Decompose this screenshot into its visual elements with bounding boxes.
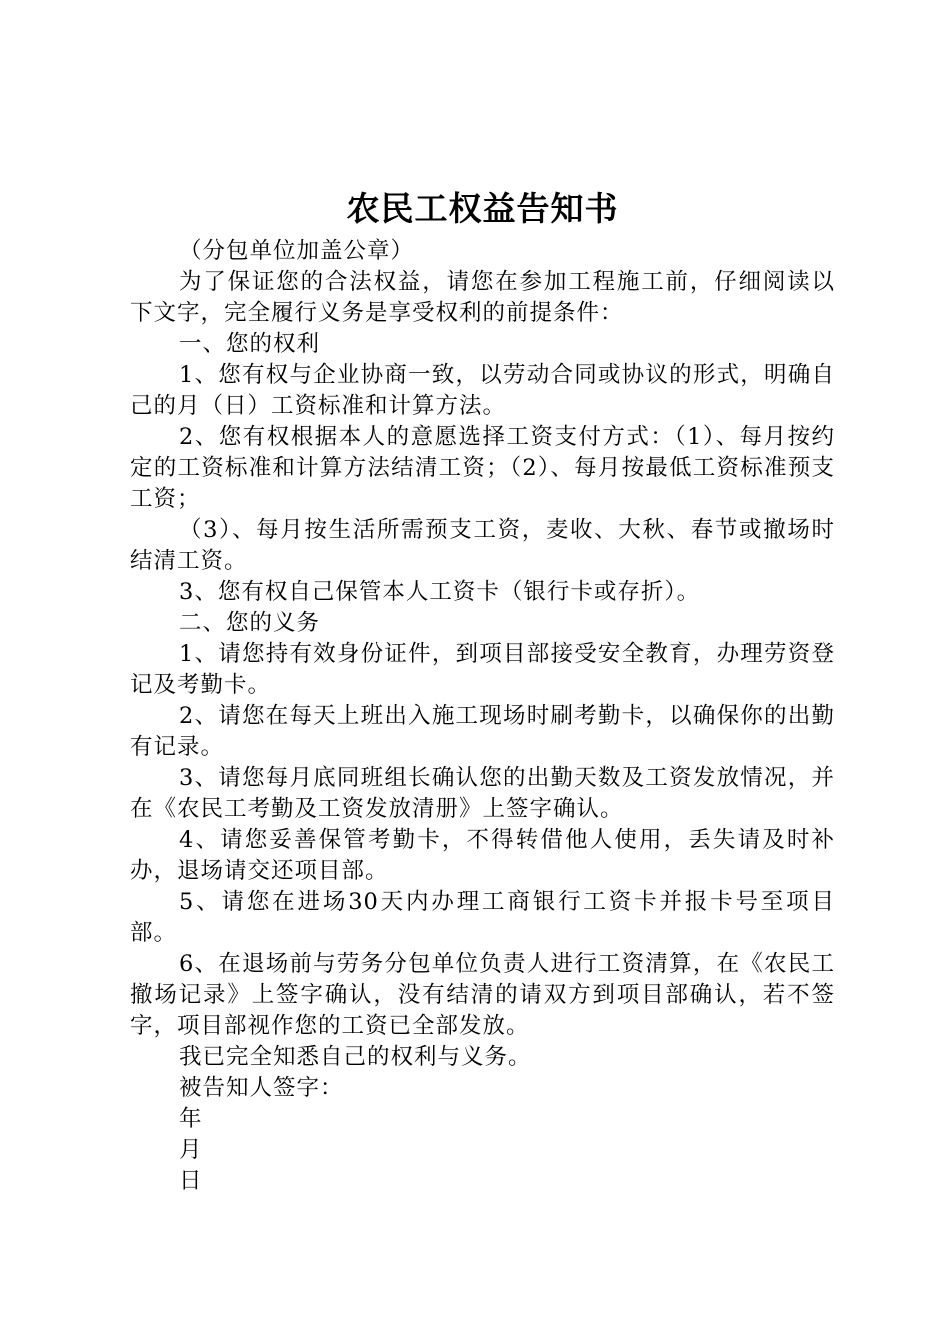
rights-item-2: 2、您有权根据本人的意愿选择工资支付方式：（1）、每月按约定的工资标准和计算方法结清工资；（2）、每月按最低工资标准预支工资； bbox=[130, 424, 835, 512]
stamp-note: （分包单位加盖公章） bbox=[179, 238, 415, 264]
duties-item-6: 6、在退场前与劳务分包单位负责人进行工资清算，在《农民工撤场记录》上签字确认，没有结清的请双方到项目部确认，若不签字，项目部视作您的工资已全部发放。 bbox=[130, 951, 835, 1039]
rights-item-3: 3、您有权自己保管本人工资卡（银行卡或存折）。 bbox=[179, 579, 701, 605]
rights-item-1: 1、您有权与企业协商一致，以劳动合同或协议的形式，明确自己的月（日）工资标准和计算方法。 bbox=[130, 362, 835, 419]
date-day: 日 bbox=[179, 1168, 202, 1194]
rights-item-2-continued: （3）、每月按生活所需预支工资，麦收、大秋、春节或撤场时结清工资。 bbox=[130, 517, 835, 574]
date-year: 年 bbox=[179, 1106, 202, 1132]
intro-paragraph: 为了保证您的合法权益，请您在参加工程施工前，仔细阅读以下文字，完全履行义务是享受权利的前提条件： bbox=[130, 269, 835, 326]
duties-item-4: 4、请您妥善保管考勤卡，不得转借他人使用，丢失请及时补办，退场请交还项目部。 bbox=[130, 827, 835, 884]
signature-label: 被告知人签字： bbox=[179, 1075, 344, 1101]
duties-item-2: 2、请您在每天上班出入施工现场时刷考勤卡，以确保你的出勤有记录。 bbox=[130, 703, 835, 760]
document-title: 农民工权益告知书 bbox=[346, 189, 619, 228]
acknowledgement: 我已完全知悉自己的权利与义务。 bbox=[179, 1044, 532, 1070]
duties-item-1: 1、请您持有效身份证件，到项目部接受安全教育，办理劳资登记及考勤卡。 bbox=[130, 641, 835, 698]
date-month: 月 bbox=[179, 1137, 202, 1163]
section-heading-rights: 一、您的权利 bbox=[179, 331, 321, 357]
document-page bbox=[130, 188, 835, 1197]
duties-item-5: 5、请您在进场30天内办理工商银行工资卡并报卡号至项目部。 bbox=[130, 889, 835, 946]
section-heading-duties: 二、您的义务 bbox=[179, 610, 321, 636]
duties-item-3: 3、请您每月底同班组长确认您的出勤天数及工资发放情况，并在《农民工考勤及工资发放清册》上签字确认。 bbox=[130, 765, 835, 822]
